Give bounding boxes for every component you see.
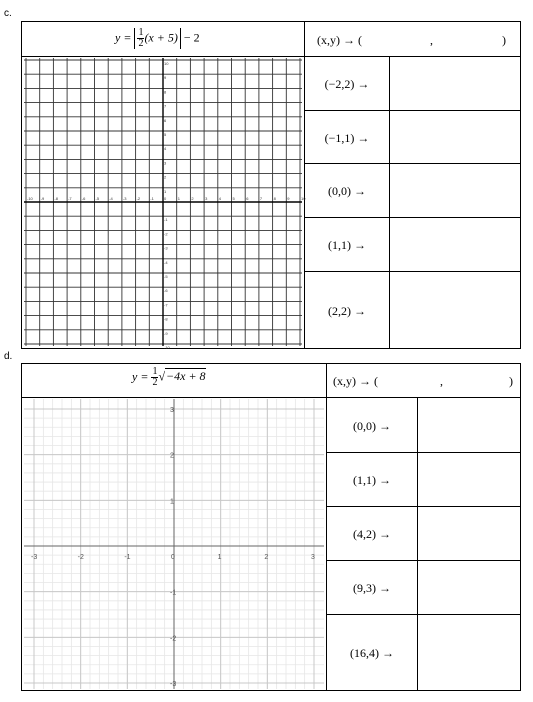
problem-c-point-label: (2,2) → [328,304,366,318]
y-tick-label: 10 [164,61,169,66]
y-tick-label: 7 [164,103,167,109]
x-tick-label: -8 [54,196,58,201]
problem-c-answer-cell[interactable] [389,271,521,349]
x-tick-label: 3 [311,554,315,561]
x-tick-label: -3 [122,196,127,201]
x-tick-label: -6 [81,196,86,201]
x-tick-label: 2 [264,554,269,561]
problem-c-table-header-close: ) [502,33,506,47]
problem-c-answer-cell[interactable] [389,110,521,164]
problem-d-answer-cell[interactable] [417,452,521,507]
problem-c-table-header-open: (x,y) → ( [317,33,362,47]
y-tick-label: -1 [164,217,168,223]
x-tick-label: 7 [259,196,263,201]
problem-c-equation: y = $\frac{1}{2}$ (x + 5) − 2 [115,27,200,49]
y-tick-label: 5 [164,132,167,137]
x-tick-label: -9 [40,196,45,201]
y-tick-label: -4 [164,259,168,265]
y-tick-label: 8 [164,89,167,95]
problem-d-answer-cell[interactable] [417,397,521,453]
problem-d-table-header-comma: , [440,374,443,388]
y-tick-label: -7 [164,302,168,308]
x-tick-label: -4 [109,196,113,201]
y-tick-label: -3 [170,681,177,688]
problem-c-point-label: (0,0) → [328,184,366,198]
y-tick-label: 2 [164,174,167,180]
problem-c-point-label: (1,1) → [328,238,366,252]
x-tick-label: 5 [232,196,235,201]
problem-d-point-label: (1,1) → [353,473,391,487]
problem-c-answer-cell[interactable] [389,56,521,111]
y-tick-label: -9 [164,330,168,336]
x-tick-label: -1 [124,554,131,561]
x-tick-label: 0 [164,196,167,201]
y-tick-label: -2 [170,635,177,643]
x-tick-label: -2 [136,196,141,201]
problem-d-answer-cell[interactable] [417,614,521,691]
problem-d-point-label: (0,0) → [353,419,391,433]
y-tick-label: 3 [170,407,174,414]
problem-d-table-header-open: (x,y) → ( [333,374,378,388]
x-tick-label: 6 [246,196,249,201]
problem-d-point-label: (16,4) → [350,646,394,660]
y-tick-label: 6 [164,117,167,123]
y-tick-label: 3 [164,160,167,166]
x-tick-label: 10 [301,196,306,201]
x-tick-label: 1 [177,196,180,201]
problem-c-coordinate-grid[interactable] [24,58,306,350]
x-tick-label: 1 [217,554,222,561]
x-tick-label: -2 [77,554,84,561]
y-tick-label: -1 [170,589,177,597]
problem-d-coordinate-grid[interactable] [24,399,324,689]
problem-d-answer-cell[interactable] [417,506,521,561]
problem-c-answer-cell[interactable] [389,163,521,218]
problem-c-label: c. [4,8,12,19]
y-tick-label: 4 [164,146,167,152]
problem-c-answer-cell[interactable] [389,217,521,272]
x-tick-label: 2 [191,196,194,201]
problem-d-label: d. [4,351,13,362]
y-tick-label: -5 [164,274,168,279]
problem-c-point-label: (−2,2) → [324,77,370,91]
x-tick-label: -3 [31,554,38,561]
y-tick-label: -2 [164,231,168,237]
y-tick-label: 2 [170,452,174,460]
problem-c-point-label: (−1,1) → [324,131,370,145]
problem-d-answer-cell[interactable] [417,560,521,615]
problem-d-equation: y = $\frac{1}{2}$ √−4x + 8 [132,366,206,388]
y-tick-label: 1 [164,188,167,194]
x-tick-label: 4 [218,196,222,201]
y-tick-label: -8 [164,316,168,322]
problem-d-table-header-close: ) [509,374,513,388]
x-tick-label: -7 [68,196,72,201]
y-tick-label: -10 [164,345,170,350]
x-tick-label: 8 [273,196,276,201]
y-tick-label: 1 [170,498,174,506]
problem-d-point-label: (4,2) → [353,527,391,541]
x-tick-label: -1 [150,196,154,201]
problem-c-table-header-comma: , [430,33,433,47]
y-tick-label: 9 [164,75,167,81]
x-tick-label: -5 [95,196,100,201]
x-tick-label: 0 [171,554,175,561]
problem-d-point-label: (9,3) → [353,581,391,595]
x-tick-label: 3 [205,196,208,201]
y-tick-label: -6 [164,288,168,294]
x-tick-label: -10 [27,196,33,201]
y-tick-label: -3 [164,245,168,251]
x-tick-label: 9 [287,196,290,201]
